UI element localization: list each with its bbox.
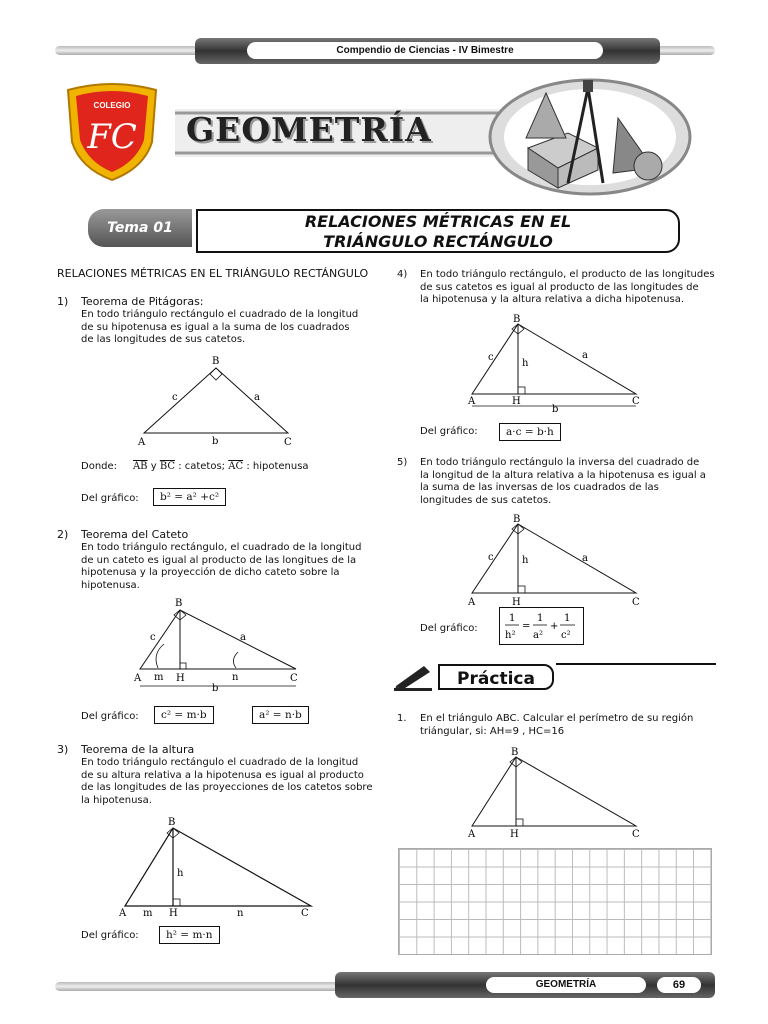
svg-text:1: 1: [509, 613, 516, 624]
svg-text:b: b: [552, 404, 559, 414]
svg-text:B: B: [168, 817, 176, 828]
triangle-figure-4: [462, 312, 647, 414]
triangle-figure-practice: [462, 746, 647, 841]
s3-formula: h² = m·n: [159, 926, 220, 944]
pencil-icon: [394, 662, 434, 692]
svg-text:A: A: [134, 673, 142, 684]
s5-num: 5): [397, 457, 408, 468]
svg-text:C: C: [301, 908, 309, 919]
svg-text:C: C: [632, 396, 640, 407]
svg-text:C: C: [284, 437, 292, 448]
s5-body-line: longitudes de sus catetos.: [420, 494, 552, 506]
s1-formula: b² = a² +c²: [153, 488, 226, 506]
subject-title: GEOMETRÍA: [186, 110, 432, 149]
logo-mark: FC: [87, 117, 137, 157]
svg-text:n: n: [237, 908, 244, 919]
page-number: 69: [657, 977, 701, 993]
s2-body-line: de un cateto es igual al producto de las longitues de la: [81, 554, 357, 566]
svg-text:C: C: [632, 597, 640, 608]
triangle-figure-1: [130, 355, 300, 450]
s5-body: [420, 457, 706, 507]
s2-body: [81, 542, 361, 592]
svg-text:A: A: [468, 597, 476, 608]
tema-title-line2: TRIÁNGULO RECTÁNGULO: [323, 232, 553, 251]
svg-text:m: m: [143, 908, 153, 919]
svg-text:H: H: [169, 908, 178, 919]
triangle-figure-5: [462, 513, 647, 610]
svg-text:a: a: [582, 350, 588, 361]
svg-text:a²: a²: [533, 630, 543, 641]
svg-text:b: b: [212, 436, 219, 447]
s2-del-grafico: Del gráfico:: [81, 711, 139, 722]
svg-text:B: B: [175, 598, 183, 609]
s2-formula-2: a² = n·b: [252, 706, 309, 724]
s2-body-line: hipotenusa.: [81, 579, 140, 591]
s1-body-line: En todo triángulo rectángulo el cuadrado de la longitud: [81, 309, 359, 320]
svg-text:H: H: [176, 673, 185, 684]
svg-text:c²: c²: [561, 630, 571, 641]
svg-text:n: n: [232, 672, 239, 683]
svg-text:h: h: [522, 358, 529, 369]
s1-del-grafico: Del gráfico:: [81, 493, 139, 504]
s5-formula: [499, 607, 584, 645]
svg-text:A: A: [138, 437, 146, 448]
s2-body-line: En todo triángulo rectángulo, el cuadrado de la longitud: [81, 542, 362, 553]
p1-line: En el triángulo ABC. Calcular el perímetro de su región: [420, 713, 694, 724]
logo-top-text: COLEGIO: [93, 101, 131, 110]
svg-text:h: h: [177, 868, 184, 879]
s1-body: [81, 309, 358, 347]
s3-del-grafico: Del gráfico:: [81, 930, 139, 941]
s5-body-line: la suma de las inversas de los cuadrados de las: [420, 482, 659, 493]
segment-ac: $\overline{AC}$: [228, 461, 244, 472]
svg-text:B: B: [513, 314, 521, 325]
svg-text:a: a: [254, 392, 260, 403]
s2-title: Teorema del Cateto: [81, 528, 189, 541]
svg-text:A: A: [468, 829, 476, 840]
svg-text:c: c: [488, 552, 494, 563]
s3-body-line: la hipotenusa.: [81, 794, 152, 806]
segment-ab: $\overline{AB}$: [132, 461, 148, 472]
s5-body-line: En todo triángulo rectángulo la inversa del cuadrado de: [420, 457, 700, 468]
svg-text:H: H: [512, 396, 521, 407]
svg-text:1: 1: [537, 613, 544, 624]
svg-text:c: c: [150, 632, 156, 643]
s2-body-line: hipotenusa y la proyección de dicho cateto sobre la: [81, 567, 340, 578]
svg-text:H: H: [512, 597, 521, 608]
donde-y: y: [150, 461, 157, 472]
p1-line: triángular, si: AH=9 , HC=16: [420, 725, 565, 737]
answer-grid: [398, 848, 712, 955]
s3-body-line: de las longitudes de las proyecciones de los catetos sobre: [81, 782, 373, 793]
practica-title: Práctica: [438, 664, 554, 690]
s1-body-line: de su hipotenusa es igual a la suma de los cuadrados: [81, 321, 350, 333]
svg-text:B: B: [511, 747, 519, 758]
s4-body-line: En todo triángulo rectángulo, el producto de las longitudes: [420, 269, 715, 280]
s3-body-line: de su altura relativa a la hipotenusa es igual al producto: [81, 769, 364, 781]
header-title: Compendio de Ciencias - IV Bimestre: [247, 42, 603, 59]
practica-rule: [556, 663, 716, 665]
s2-num: 2): [57, 528, 69, 541]
tema-label: Tema 01: [88, 209, 192, 247]
donde-label: Donde:: [81, 461, 118, 472]
s3-body: [81, 757, 372, 807]
donde-catetos: : catetos;: [178, 461, 226, 472]
s4-body-line: la hipotenusa y la altura relativa a dicha hipotenusa.: [420, 294, 684, 305]
s1-donde: [81, 461, 309, 474]
svg-text:A: A: [119, 908, 127, 919]
s3-num: 3): [57, 743, 69, 756]
segment-bc: $\overline{BC}$: [159, 461, 175, 472]
school-logo: [64, 82, 160, 182]
svg-text:A: A: [468, 396, 476, 407]
triangle-figure-2: [130, 596, 305, 696]
svg-text:a: a: [240, 632, 246, 643]
s4-del-grafico: Del gráfico:: [420, 426, 478, 437]
svg-text:C: C: [632, 829, 640, 840]
p1-body: [420, 713, 693, 738]
s3-title: Teorema de la altura: [81, 743, 195, 756]
s3-body-line: En todo triángulo rectángulo el cuadrado de la longitud: [81, 757, 359, 768]
tema-title-line1: RELACIONES MÉTRICAS EN EL: [304, 212, 572, 231]
triangle-figure-3: [115, 814, 320, 920]
footer-subject: GEOMETRÍA: [486, 977, 646, 993]
p1-num: 1.: [397, 713, 407, 724]
s1-num: 1): [57, 295, 69, 308]
svg-text:H: H: [510, 829, 519, 840]
svg-text:m: m: [154, 672, 164, 683]
s4-body-line: de sus catetos es igual al producto de las longitudes de: [420, 281, 699, 293]
s4-body: [420, 269, 715, 307]
svg-text:c: c: [488, 352, 494, 363]
svg-text:b: b: [212, 683, 219, 694]
svg-text:c: c: [172, 392, 178, 403]
svg-text:B: B: [513, 514, 521, 525]
s1-body-line: de las longitudes de sus catetos.: [81, 334, 246, 345]
s4-num: 4): [397, 269, 408, 280]
s2-formula-1: c² = m·b: [154, 706, 214, 724]
donde-hipotenusa: : hipotenusa: [246, 461, 309, 472]
svg-text:a: a: [582, 553, 588, 564]
s5-del-grafico: Del gráfico:: [420, 623, 478, 634]
svg-text:1: 1: [564, 613, 571, 624]
geometry-illustration: [488, 78, 693, 196]
s5-body-line: la longitud de la altura relativa a la hipotenusa es igual a: [420, 469, 706, 481]
svg-text:+: +: [550, 621, 559, 632]
tema-title: [196, 209, 680, 253]
svg-text:C: C: [290, 673, 298, 684]
svg-text:h²: h²: [505, 630, 516, 641]
left-heading: RELACIONES MÉTRICAS EN EL TRIÁNGULO RECTÁNGULO: [57, 267, 369, 280]
s4-formula: a·c = b·h: [499, 423, 561, 441]
svg-text:=: =: [522, 621, 531, 632]
svg-text:h: h: [522, 555, 529, 566]
svg-text:B: B: [212, 356, 220, 367]
s1-title: Teorema de Pitágoras:: [81, 295, 204, 308]
